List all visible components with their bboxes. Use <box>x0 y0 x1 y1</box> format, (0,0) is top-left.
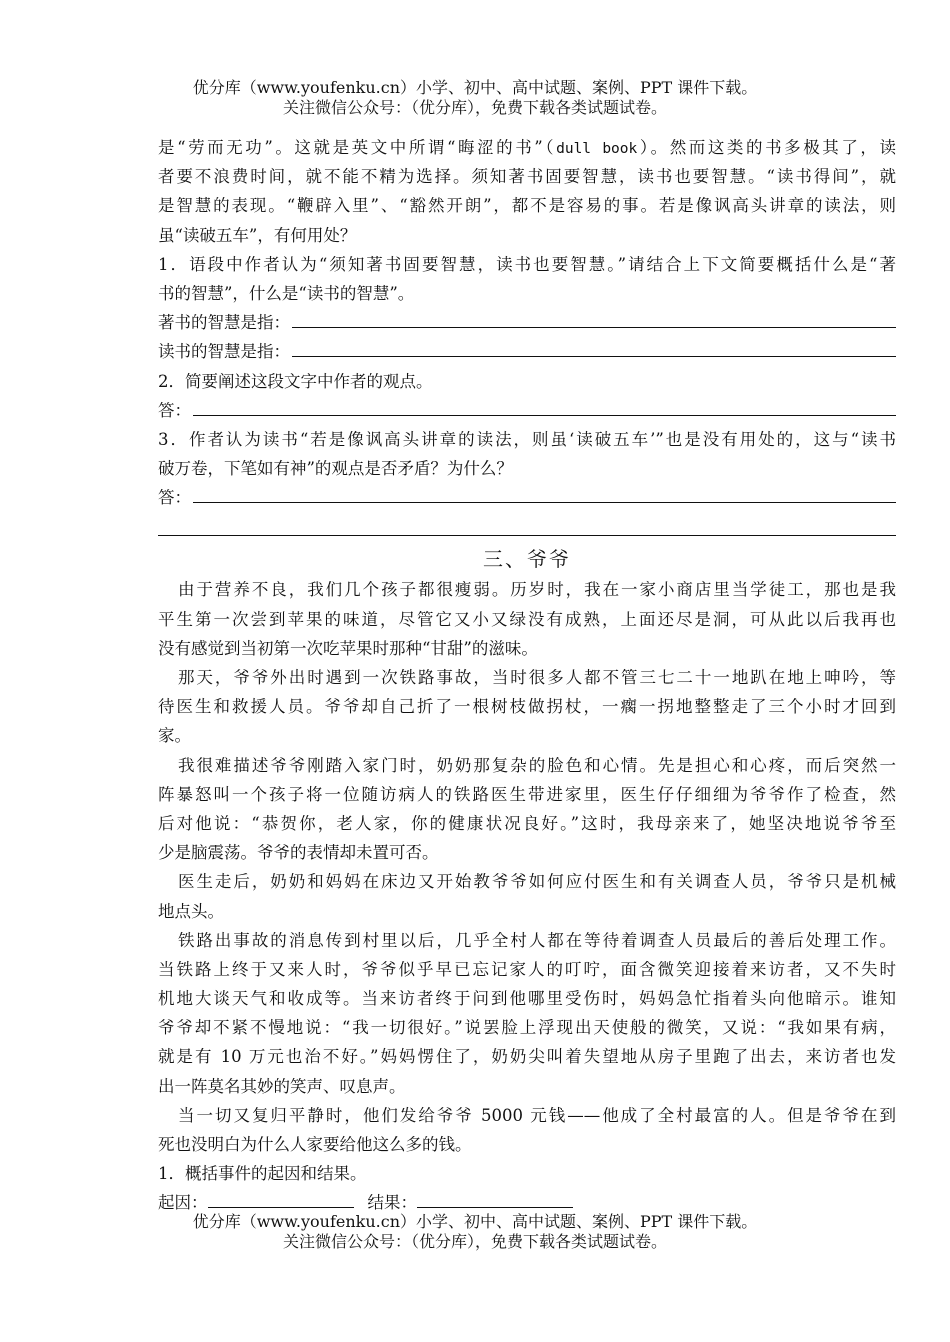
header-line-2: 关注微信公众号：（优分库），免费下载各类试题试卷。 <box>282 98 667 117</box>
story-question-1 <box>158 1159 896 1217</box>
cause-label: 起因： <box>158 1193 208 1213</box>
result-blank[interactable] <box>417 1189 573 1208</box>
footer-line-1: 优分库（www.youfenku.cn）小学、初中、高中试题、案例、PPT 课件下载。 <box>192 1212 758 1231</box>
story-line: 机地大谈天气和收成等。当来访者终于问到他哪里受伤时，妈妈急忙指着头向他暗示。谁知 <box>158 989 896 1009</box>
section-title: 三、爷爷 <box>483 547 571 572</box>
answer-row <box>158 396 896 425</box>
story-line: 地点头。 <box>158 901 224 921</box>
answer-label: 答： <box>158 400 191 420</box>
story-line: 我很难描述爷爷刚踏入家门时，奶奶那复杂的脸色和心情。先是担心和心疼，而后突然一 <box>178 755 896 775</box>
story-line: 家。 <box>158 726 191 746</box>
answer-label: 著书的智慧是指： <box>158 313 290 333</box>
story-paragraph-1 <box>158 575 896 663</box>
story-line: 医生走后，奶奶和妈妈在床边又开始教爷爷如何应付医生和有关调查人员，爷爷只是机械 <box>178 872 896 892</box>
story-line: 就是有 10 万元也治不好。”妈妈愣住了，奶奶尖叫着失望地从房子里跑了出去，来访者也发 <box>158 1047 896 1067</box>
story-line: 爷爷却不紧不慢地说：“我一切很好。”说罢脸上浮现出天使般的微笑，又说：“我如果有病， <box>158 1018 896 1038</box>
story-paragraph-4 <box>158 867 896 925</box>
story-paragraph-2 <box>158 663 896 751</box>
page-footer <box>0 1212 950 1252</box>
result-label: 结果： <box>367 1193 417 1213</box>
story-line: 少是脑震荡。爷爷的表情却未置可否。 <box>158 843 439 863</box>
answer-blank[interactable] <box>292 338 896 357</box>
answer-row <box>158 483 896 512</box>
answer-blank[interactable] <box>292 309 896 328</box>
answer-blank-line[interactable] <box>158 512 896 541</box>
story-paragraph-6 <box>158 1101 896 1159</box>
cause-blank[interactable] <box>208 1189 354 1208</box>
question-3 <box>158 425 896 542</box>
passage-line: 是“劳而无功”。这就是英文中所谓“晦涩的书”（dull book）。然而这类的书多极其了，读 <box>158 138 896 157</box>
passage-line: 者要不浪费时间，就不能不精为选择。须知著书固要智慧，读书也要智慧。“读书得间”，就 <box>158 167 896 187</box>
footer-line-2: 关注微信公众号：（优分库），免费下载各类试题试卷。 <box>282 1232 667 1251</box>
question-text: 3．作者认为读书“若是像讽高头讲章的读法，则虽‘读破五车’”也是没有用处的，这与“读书 <box>158 429 896 449</box>
question-text: 1．概括事件的起因和结果。 <box>158 1164 367 1184</box>
question-text: 1．语段中作者认为“须知著书固要智慧，读书也要智慧。”请结合上下文简要概括什么是“著 <box>158 254 896 274</box>
answer-row-writing-wisdom <box>158 308 896 337</box>
story-line: 阵暴怒叫一个孩子将一位随访病人的铁路医生带进家里，医生仔仔细细为爷爷作了检查，然 <box>158 784 896 804</box>
answer-blank[interactable] <box>193 484 896 503</box>
story-line: 出一阵莫名其妙的笑声、叹息声。 <box>158 1076 406 1096</box>
story-line: 死也没明白为什么人家要给他这么多的钱。 <box>158 1135 472 1154</box>
story-line: 由于营养不良，我们几个孩子都很瘦弱。历岁时，我在一家小商店里当学徒工，那也是我 <box>178 580 896 600</box>
header-line-1: 优分库（www.youfenku.cn）小学、初中、高中试题、案例、PPT 课件下载。 <box>192 78 758 97</box>
story-line: 铁路出事故的消息传到村里以后，几乎全村人都在等待着调查人员最后的善后处理工作。 <box>178 930 896 950</box>
answer-label: 读书的智慧是指： <box>158 342 290 362</box>
question-text: 2．简要阐述这段文字中作者的观点。 <box>158 371 433 391</box>
passage-excerpt <box>158 133 896 250</box>
story-line: 待医生和救援人员。爷爷却自己折了一根树枝做拐杖，一瘸一拐地整整走了三个小时才回到 <box>158 697 896 717</box>
question-text: 破万卷，下笔如有神”的观点是否矛盾？为什么？ <box>158 459 513 479</box>
story-paragraph-5 <box>158 926 896 1101</box>
passage-line: 虽“读破五车”，有何用处？ <box>158 225 357 245</box>
question-text: 书的智慧”，什么是“读书的智慧”。 <box>158 283 415 303</box>
question-2 <box>158 367 896 425</box>
story-line: 当一切又复归平静时，他们发给爷爷 5000 元钱——他成了全村最富的人。但是爷爷在到 <box>178 1105 896 1125</box>
story-line: 没有感觉到当初第一次吃苹果时那种“甘甜”的滋味。 <box>158 638 538 658</box>
page-header <box>0 78 950 118</box>
answer-blank[interactable] <box>193 397 896 416</box>
story-line: 后对他说：“恭贺你，老人家，你的健康状况良好。”这时，我母亲来了，她坚决地说爷爷至 <box>158 813 896 833</box>
answer-label: 答： <box>158 488 191 508</box>
question-1 <box>158 250 896 367</box>
story-line: 当铁路上终于又来人时，爷爷似乎早已忘记家人的叮咛，面含微笑迎接着来访者，又不失时 <box>158 959 896 979</box>
main-content <box>158 133 896 1218</box>
answer-row-reading-wisdom <box>158 337 896 366</box>
passage-line: 是智慧的表现。“鞭辟入里”、“豁然开朗”，都不是容易的事。若是像讽高头讲章的读法，则 <box>158 196 896 216</box>
story-line: 平生第一次尝到苹果的味道，尽管它又小又绿没有成熟，上面还尽是洞，可从此以后我再也 <box>158 609 896 629</box>
story-paragraph-3 <box>158 751 896 868</box>
story-line: 那天，爷爷外出时遇到一次铁路事故，当时很多人都不管三七二十一地趴在地上呻吟，等 <box>178 668 896 687</box>
